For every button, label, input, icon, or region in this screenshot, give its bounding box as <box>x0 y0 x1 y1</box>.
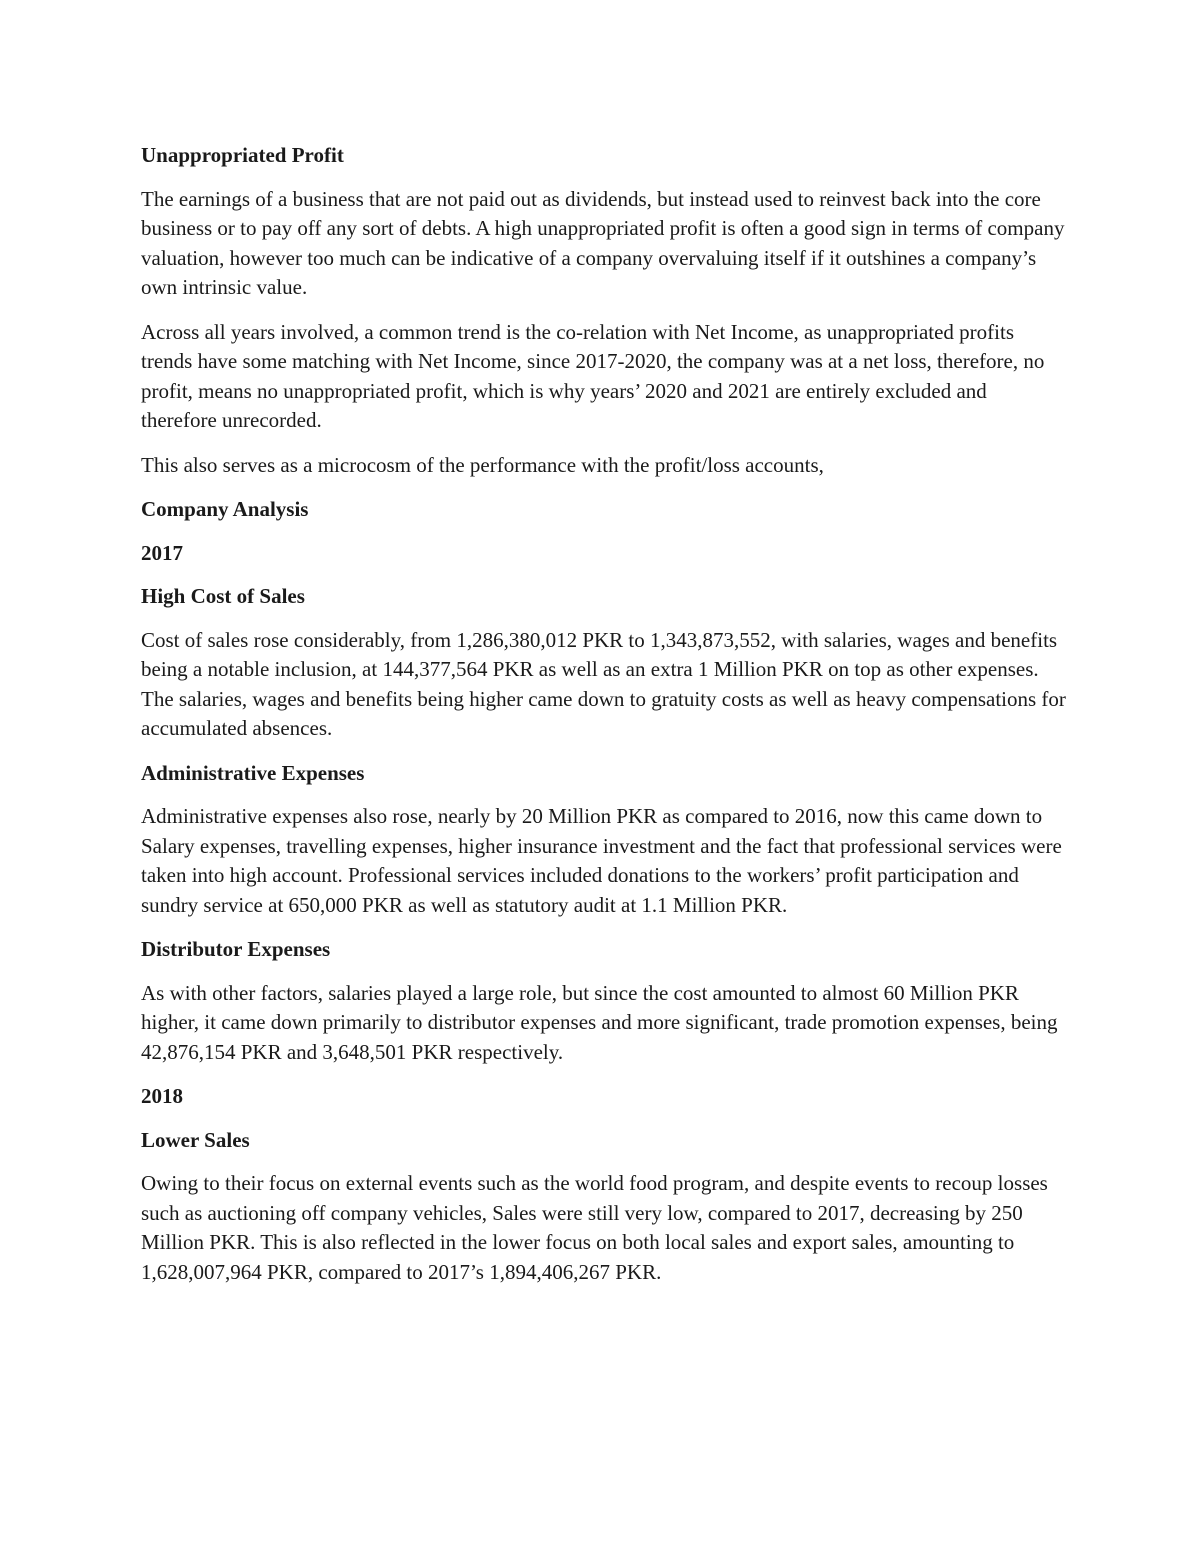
paragraph-definition: The earnings of a business that are not paid out as dividends, but instead used to reinvest back into the core business or to pay off any sort of debts. A high unappropriated profit is often a good sign in terms of company valuation, however too much can be indicative of a company overvaluing itself if it outshines a company’s own intrinsic value. <box>141 186 1065 299</box>
paragraph-microcosm: This also serves as a microcosm of the performance with the profit/loss accounts, <box>141 452 824 477</box>
paragraph-distributor-expenses: As with other factors, salaries played a large role, but since the cost amounted to almost 60 Million PKR higher, it came down primarily to distributor expenses and more significant, trade promotion expenses, being 42,876,154 PKR and 3,648,501 PKR respectively. <box>141 980 1058 1064</box>
heading-lower-sales: Lower Sales <box>141 1127 250 1152</box>
heading-company-analysis: Company Analysis <box>141 497 309 521</box>
document-body <box>141 141 1066 1302</box>
heading-high-cost-of-sales: High Cost of Sales <box>141 584 305 608</box>
heading-administrative-expenses: Administrative Expenses <box>141 760 365 785</box>
heading-distributor-expenses: Distributor Expenses <box>141 937 331 961</box>
heading-year-2018: 2018 <box>141 1084 183 1108</box>
paragraph-cost-of-sales: Cost of sales rose considerably, from 1,286,380,012 PKR to 1,343,873,552, with salaries, wages and benefits being a notable inclusion, at 144,377,564 PKR as well as an extra 1 Million PKR on top as other expenses. The salaries, wages and benefits being higher came down to gratuity costs as well as heavy compensations for accumulated absences. <box>141 627 1066 740</box>
paragraph-administrative-expenses: Administrative expenses also rose, nearly by 20 Million PKR as compared to 2016, now this came down to Salary expenses, travelling expenses, higher insurance investment and the fact that professional services were taken into high account. Professional services included donations to the workers’ profit participation and sundry service at 650,000 PKR as well as statutory audit at 1.1 Million PKR. <box>141 804 1062 917</box>
paragraph-lower-sales: Owing to their focus on external events such as the world food program, and despite events to recoup losses such as auctioning off company vehicles, Sales were still very low, compared to 2017, decreasing by 250 Million PKR. This is also reflected in the lower focus on both local sales and export sales, amounting to 1,628,007,964 PKR, compared to 2017’s 1,894,406,267 PKR. <box>141 1171 1048 1284</box>
heading-year-2017: 2017 <box>141 540 183 565</box>
heading-unappropriated-profit: Unappropriated Profit <box>141 143 344 167</box>
paragraph-trend: Across all years involved, a common trend is the co-relation with Net Income, as unappropriated profits trends have some matching with Net Income, since 2017-2020, the company was at a net loss, therefore, no profit, means no unappropriated profit, which is why years’ 2020 and 2021 are entirely excluded and therefore unrecorded. <box>141 319 1045 432</box>
